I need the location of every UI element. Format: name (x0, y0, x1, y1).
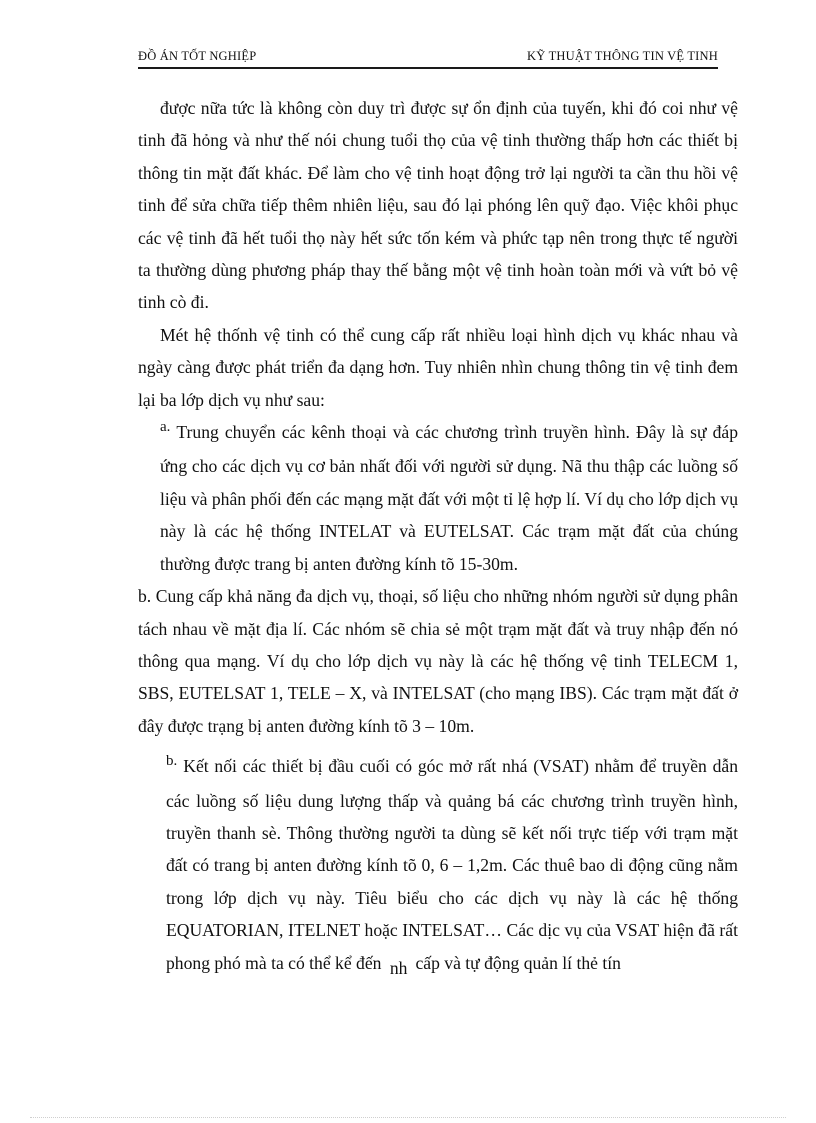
paragraph-tuoi-tho: được nữa tức là không còn duy trì được sự ổn định của tuyến, khi đó coi như vệ tinh đã hỏng và như thế nói chung tuổi thọ của vệ tinh thường thấp hơn các thiết bị thông tin mặt đất khác. Để làm cho vệ tinh hoạt động trở lại người ta cần thu hồi vệ tinh để sửa chữa tiếp thêm nhiên liệu, sau đó lại phóng lên quỹ đạo. Việc khôi phục các vệ tinh đã hết tuổi thọ này hết sức tốn kém và phức tạp nên trong thực tế người ta thường dùng phương pháp thay thế bằng một vệ tinh hoàn toàn mới và vứt bỏ vệ tinh cò đi. (138, 98, 738, 313)
list-marker-a: a. (160, 419, 171, 436)
page-header (138, 47, 718, 69)
header-right-title: KỸ THUẬT THÔNG TIN VỆ TINH (527, 49, 718, 63)
footer-dotted-line (30, 1117, 786, 1118)
list-item-b2-text: Kết nối các thiết bị đầu cuối có góc mở rất nhá (VSAT) nhằm để truyền dẫn các luồng số liệu dung lượng thấp và quảng bá các chương trình truyền hình, truyền thanh sè. Thông thường người ta dùng sẽ kết nối trực tiếp với trạm mặt đất có trang bị anten đường kính tõ 0, 6 – 1,2m. Các thuê bao di động cũng nằm trong lớp dịch vụ này. Tiêu biểu cho các dịch vụ này là các hệ thống EQUATORIAN, ITELNET hoặc INTELSAT… Các dịc vụ của VSAT hiện đã rất phong phó mà ta có thể kể đến (166, 756, 738, 973)
header-divider (138, 67, 718, 69)
list-item-b1: b. Cung cấp khả năng đa dịch vụ, thoại, số liệu cho những nhóm người sử dụng phân tách nhau về mặt địa lí. Các nhóm sẽ chia sẻ một trạm mặt đất và truy nhập đến nó thông qua mạng. Ví dụ cho lớp dịch vụ này là các hệ thống vệ tinh TELECM 1, SBS, EUTELSAT 1, TELE – X, và INTELSAT (cho mạng IBS). Các trạm mặt đất ở đây được trạng bị anten đường kính tõ 3 – 10m. (138, 586, 738, 736)
document-body (138, 92, 738, 979)
inline-fragment: nh (389, 957, 408, 978)
list-item-a-text: Trung chuyển các kênh thoại và các chương trình truyền hình. Đây là sự đáp ứng cho các dịch vụ cơ bản nhất đối với người sử dụng. Nã thu thập các luồng số liệu và phân phối đến các mạng mặt đất với một tỉ lệ hợp lí. Ví dụ cho lớp dịch vụ này là các hệ thống INTELAT và EUTELSAT. Các trạm mặt đất của chúng thường được trang bị anten đường kính tõ 15-30m. (160, 422, 738, 574)
list-item-a (138, 416, 738, 580)
header-left-title: ĐỒ ÁN TỐT NGHIỆP (138, 49, 257, 63)
list-marker-b2: b. (166, 753, 178, 770)
list-item-b2-text-end: cấp và tự động quản lí thẻ tín (415, 952, 621, 973)
list-item-b2 (138, 750, 738, 979)
paragraph-dich-vu-intro: Mét hệ thốnh vệ tinh có thể cung cấp rất nhiều loại hình dịch vụ khác nhau và ngày càng được phát triển đa dạng hơn. Tuy nhiên nhìn chung thông tin vệ tinh đem lại ba lớp dịch vụ như sau: (138, 324, 738, 410)
